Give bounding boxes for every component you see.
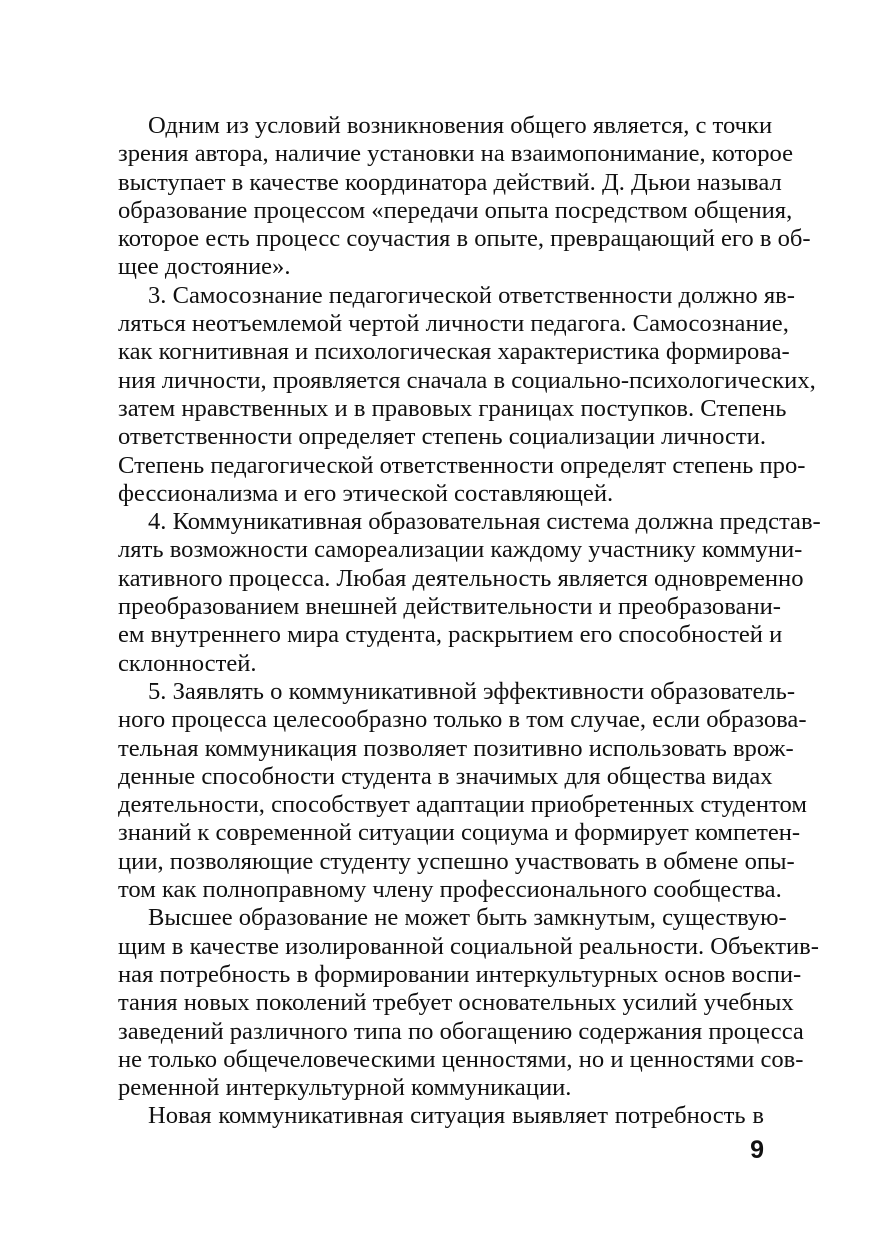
text-line: деятельности, способствует адаптации приобретенных студентом	[118, 791, 807, 819]
text-line: затем нравственных и в правовых границах поступков. Степень	[118, 394, 787, 422]
paragraph	[118, 904, 819, 1102]
text-line: как когнитивная и психологическая характеристика формирова-	[118, 338, 790, 366]
text-line: ции, позволяющие студенту успешно участвовать в обмене опы-	[118, 847, 795, 875]
text-line: фессионализма и его этической составляющей.	[118, 479, 614, 507]
text-line: которое есть процесс соучастия в опыте, превращающий его в об-	[118, 225, 811, 253]
text-line: тельная коммуникация позволяет позитивно использовать врож-	[118, 734, 794, 762]
text-line: не только общечеловеческими ценностями, но и ценностями сов-	[118, 1045, 804, 1073]
text-line: лять возможности самореализации каждому участнику коммуни-	[118, 536, 803, 564]
text-line: 4. Коммуникативная образовательная система должна представ-	[148, 508, 821, 536]
text-line: выступает в качестве координатора действий. Д. Дьюи называл	[118, 168, 782, 196]
text-line: тания новых поколений требует основательных усилий учебных	[118, 989, 794, 1017]
text-line: ляться неотъемлемой чертой личности педагога. Самосознание,	[118, 310, 789, 338]
text-line: ответственности определяет степень социализации личности.	[118, 423, 766, 451]
text-line: ная потребность в формировании интеркультурных основ воспи-	[118, 960, 802, 988]
text-line: ем внутреннего мира студента, раскрытием его способностей и	[118, 621, 783, 649]
text-line: знаний к современной ситуации социума и формирует компетен-	[118, 819, 801, 847]
text-line: щим в качестве изолированной социальной реальности. Объектив-	[118, 932, 819, 960]
text-line: Одним из условий возникновения общего является, с точки	[148, 112, 773, 139]
text-line: преобразованием внешней действительности и преобразовани-	[118, 593, 781, 621]
text-line: склонностей.	[118, 649, 257, 677]
text-line: том как полноправному члену профессионального сообщества.	[118, 876, 782, 904]
page-number: 9	[750, 1136, 764, 1164]
text-line: 3. Самосознание педагогической ответственности должно яв-	[148, 281, 795, 309]
text-line: образование процессом «передачи опыта посредством общения,	[118, 196, 793, 224]
paragraph	[118, 1102, 764, 1130]
paragraph	[118, 508, 821, 678]
text-line: Степень педагогической ответственности определят степень про-	[118, 451, 806, 479]
page-body	[118, 112, 821, 1131]
text-line: щее достояние».	[118, 253, 291, 281]
paragraph	[118, 112, 811, 282]
text-line: кативного процесса. Любая деятельность является одновременно	[118, 564, 804, 592]
paragraph	[118, 677, 807, 904]
text-line: ного процесса целесообразно только в том случае, если образова-	[118, 706, 807, 734]
text-line: 5. Заявлять о коммуникативной эффективности образователь-	[148, 677, 796, 705]
paragraph	[118, 281, 816, 508]
text-line: Новая коммуникативная ситуация выявляет потребность в	[148, 1102, 764, 1130]
text-line: зрения автора, наличие установки на взаимопонимание, которое	[118, 140, 794, 168]
text-line: ния личности, проявляется сначала в социально-психологических,	[118, 366, 816, 394]
text-line: денные способности студента в значимых для общества видах	[118, 762, 773, 790]
text-line: Высшее образование не может быть замкнутым, существую-	[148, 904, 787, 932]
text-line: ременной интеркультурной коммуникации.	[118, 1074, 572, 1102]
text-line: заведений различного типа по обогащению содержания процесса	[118, 1017, 804, 1045]
